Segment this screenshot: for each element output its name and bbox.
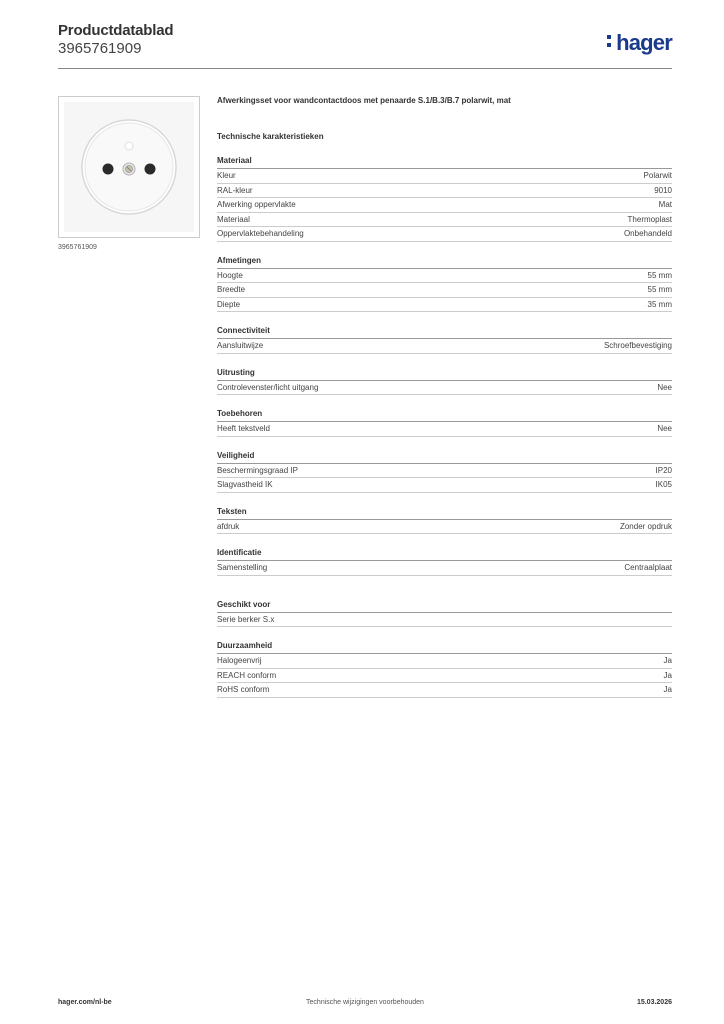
section-geschikt-voor — [217, 600, 672, 628]
section-materiaal — [217, 156, 672, 242]
spec-value: Nee — [657, 424, 672, 433]
header-divider — [58, 68, 672, 69]
section-title: Identificatie — [217, 548, 672, 561]
spec-label: Hoogte — [217, 270, 243, 280]
spec-value: IP20 — [655, 465, 672, 475]
footer-date: 15.03.2026 — [636, 999, 672, 1006]
spec-value: Ja — [663, 656, 672, 665]
spec-row — [217, 520, 672, 535]
section-duurzaamheid — [217, 641, 672, 698]
section-connectiviteit — [217, 326, 672, 354]
spec-label: Beschermingsgraad IP — [217, 465, 298, 475]
spec-row — [217, 464, 672, 479]
hager-logo — [616, 30, 672, 56]
spec-value: Zonder opdruk — [619, 521, 672, 531]
spec-value: IK05 — [655, 480, 672, 489]
section-title: Geschikt voor — [217, 600, 672, 613]
spec-value: Schroefbevestiging — [603, 341, 672, 350]
section-title: Uitrusting — [217, 368, 672, 381]
spec-label: Halogeenvrij — [217, 656, 262, 665]
spec-value: 55 mm — [647, 285, 672, 294]
footer-website-link[interactable]: hager.com/nl-be — [58, 999, 112, 1006]
product-image — [58, 96, 200, 238]
spec-row — [217, 478, 672, 493]
socket-plate-image — [64, 102, 194, 232]
spec-value: Thermoplast — [627, 214, 672, 224]
spec-label: Afwerking oppervlakte — [217, 200, 296, 209]
page-header — [58, 22, 672, 68]
section-title: Duurzaamheid — [217, 641, 672, 654]
spec-row — [217, 213, 672, 228]
document-title: Productdatablad — [58, 22, 174, 39]
spec-row — [217, 561, 672, 576]
spec-row — [217, 269, 672, 284]
section-title: Toebehoren — [217, 409, 672, 422]
specification-content — [217, 96, 672, 698]
section-title: Teksten — [217, 507, 672, 520]
spec-label: Aansluitwijze — [217, 341, 264, 350]
logo-text: hager — [616, 30, 672, 55]
section-afmetingen — [217, 256, 672, 313]
spec-label: Heeft tekstveld — [217, 424, 270, 433]
logo-dots-icon — [607, 35, 612, 51]
section-uitrusting — [217, 368, 672, 396]
spec-row — [217, 283, 672, 298]
spec-label: REACH conform — [217, 670, 277, 680]
spec-label: Kleur — [217, 171, 236, 180]
spec-row — [217, 683, 672, 698]
spec-label: Materiaal — [217, 214, 250, 224]
spec-row — [217, 198, 672, 213]
spec-row — [217, 339, 672, 354]
spec-value: Onbehandeld — [623, 229, 672, 238]
section-title: Veiligheid — [217, 451, 672, 464]
spec-value: 55 mm — [647, 270, 672, 280]
spec-label: Oppervlaktebehandeling — [217, 229, 304, 238]
spec-row — [217, 381, 672, 396]
spec-label: afdruk — [217, 521, 240, 531]
footer-notice: Technische wijzigingen voorbehouden — [306, 999, 424, 1006]
spec-row — [217, 422, 672, 437]
socket-icon — [64, 102, 194, 232]
spec-label: Breedte — [217, 285, 246, 294]
spec-row — [217, 613, 672, 628]
product-description: Afwerkingsset voor wandcontactdoos met penaarde S.1/B.3/B.7 polarwit, mat — [217, 96, 511, 105]
spec-label: Diepte — [217, 299, 241, 309]
spec-label: Samenstelling — [217, 563, 268, 572]
spec-value: Mat — [658, 200, 672, 209]
spec-row — [217, 184, 672, 199]
spec-label: Serie berker S.x — [217, 614, 275, 624]
section-veiligheid — [217, 451, 672, 493]
spec-label: RoHS conform — [217, 685, 270, 694]
spec-value: Ja — [663, 670, 672, 680]
spec-label: Controlevenster/licht uitgang — [217, 382, 319, 392]
section-identificatie — [217, 548, 672, 576]
spec-value: 35 mm — [647, 299, 672, 309]
product-number: 3965761909 — [58, 40, 142, 57]
image-caption: 3965761909 — [58, 244, 97, 251]
spec-label: Slagvastheid IK — [217, 480, 273, 489]
section-toebehoren — [217, 409, 672, 437]
spec-row — [217, 227, 672, 242]
section-title: Connectiviteit — [217, 326, 672, 339]
spec-value: Ja — [663, 685, 672, 694]
spec-value: Centraalplaat — [624, 563, 672, 572]
section-teksten — [217, 507, 672, 535]
spec-value: Nee — [657, 382, 672, 392]
spec-row — [217, 669, 672, 684]
spec-row — [217, 169, 672, 184]
section-title: Materiaal — [217, 156, 672, 169]
section-title: Afmetingen — [217, 256, 672, 269]
spec-value: Polarwit — [643, 171, 672, 180]
spec-row — [217, 298, 672, 313]
spec-value: 9010 — [654, 185, 672, 195]
spec-row — [217, 654, 672, 669]
specifications-heading: Technische karakteristieken — [217, 132, 324, 141]
spec-label: RAL-kleur — [217, 185, 253, 195]
